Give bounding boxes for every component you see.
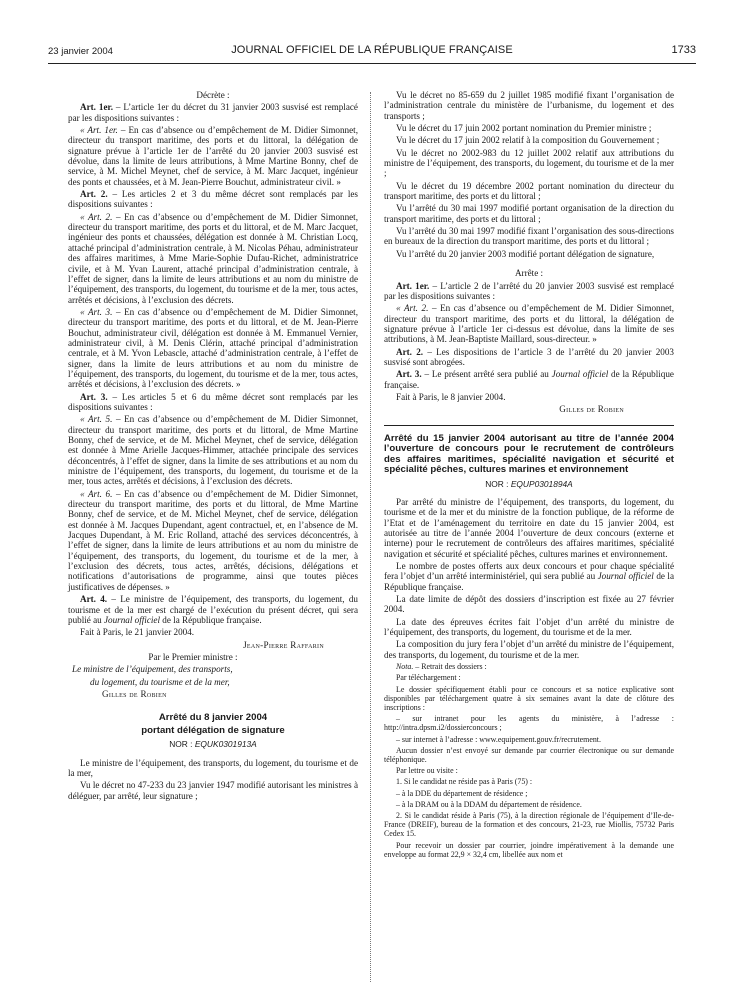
article-text: – En cas d’absence ou d’empêchement de M. Didier Simonnet, directeur du transport maritime, des ports et du littoral, la délégation de signature prévue à l’article 1er ci-dessus est dévolue, dans la limite de ses attributions, à M. Jean-Baptiste Maillard, sous-directeur. » [384,303,674,345]
article-label: « Art. 3. [80,306,113,317]
article-2 [68,189,358,210]
aucun-dossier: Aucun dossier n’est envoyé sur demande par courrier électronique ou sur demande téléphonique. [384,745,674,764]
paragraph-text: Le nombre de postes offerts aux deux concours et pour chaque spécialité fera l’objet d’un arrêté interministériel, qui sera publié au [384,561,674,582]
internet-item: – sur internet à l’adresse : www.equipement.gouv.fr/recrutement. [396,734,601,744]
page-header [48,44,696,60]
article-text: – Les dispositions de l’article 3 de l’arrêté du 20 janvier 2003 susvisé sont abrogées. [384,346,674,367]
quoted-article-1 [68,125,358,187]
par-arrete-paragraph: Par arrêté du ministre de l’équipement, des transports, du logement, du tourisme et de la mer et du ministre de la fonction publique, de la réforme de l’Etat et de l’aménagement du territoire en date du 15 janvier 2004, est autorisée au titre de l’année 2004 l’ouverture de deux concours (externe et interne) pour le recrutement de contrôleurs des affaires maritimes, spécialité navigation et sécurité et spécialité pêches, cultures marines et environnement. [384,496,674,559]
ministre-line-1: Le ministre de l’équipement, des transports, [72,664,233,675]
list-item: – à la DRAM ou à la DDAM du département de résidence. [396,799,582,809]
article-text: – En cas d’absence ou d’empêchement de M. Didier Simonnet, directeur du transport maritime, des ports et du littoral, la délégation de signature prévue à l’article 1er de l’arrêté du 20 janvier 2003 susvisé est dévolue, dans la limite de leurs attributions, à Mme Martine Bonny, chef de service, à M. Michel Meynet, chef de service, à M. Marc Jacquet, ingénieur des ponts et chaussées, et à M. Jean-Pierre Bouchut, administrateur civil. » [68,125,358,187]
quoted-article-2 [384,303,674,344]
article-label: « Art. 5. [80,414,113,425]
arrete-concours-title: Arrêté du 15 janvier 2004 autorisant au titre de l’année 2004 l’ouverture de concours pour le recrutement de contrôleurs des affaires maritimes, spécialité navigation et sécurité et spécialité pêches, cultures marines et environnement [384,432,674,476]
vu-clause: Vu le décret du 17 juin 2002 portant nomination du Premier ministre ; [396,123,652,134]
quoted-article-3 [68,307,358,390]
article-label: « Art. 2. [396,303,429,314]
arrete-title-line-1: Arrêté du 8 janvier 2004 [158,712,268,724]
journal-ref: Journal officiel [597,571,654,582]
vu-clause: Vu le décret du 17 juin 2002 relatif à la composition du Gouvernement ; [396,135,660,146]
journal-ref: Journal officiel [103,614,160,625]
par-lettre: Par lettre ou visite : [396,766,458,776]
quoted-article-6 [68,489,358,592]
date-limite-paragraph: La date limite de dépôt des dossiers d’inscription est fixée au 27 février 2004. [384,594,674,615]
header-date: 23 janvier 2004 [48,46,113,57]
article-label: « Art. 6. [80,488,113,499]
date-epreuves-paragraph: La date des épreuves écrites fait l’objet d’un arrêté du ministre de l’équipement, des transports, du logement, du tourisme et de la mer. [384,616,674,638]
nor-code: EQUK0301913A [194,739,257,750]
right-column [384,90,674,861]
article-label: Art. 1er. [80,102,113,113]
article-text: – Les articles 2 et 3 du même décret sont remplacés par les dispositions suivantes : [68,189,358,210]
composition-jury-paragraph: La composition du jury fera l’objet d’un arrêté du ministre de l’équipement, des transports, du logement, du tourisme et de la mer. [384,639,674,660]
nota-section [384,662,674,859]
article-4 [68,594,358,625]
vu-clause: Vu le décret du 19 décembre 2002 portant nomination du directeur du transport maritime, des ports et du littoral ; [384,180,674,202]
arrete-title-line-2: portant délégation de signature [141,724,285,736]
fait-a-paris: Fait à Paris, le 8 janvier 2004. [396,391,506,402]
par-telechargement: Par téléchargement : [396,673,461,683]
decrete-heading: Décrète : [196,90,230,100]
column-divider [370,92,371,982]
article-label: « Art. 1er. [80,125,118,136]
article-text: – L’article 2 de l’arrêté du 20 janvier 2003 susvisé est remplacé par les dispositions suivantes : [384,280,674,301]
pour-recevoir: Pour recevoir un dossier par courrier, joindre impérativement à la demande une enveloppe au format 22,9 × 32,4 cm, libellée aux nom et [384,840,674,859]
vu-clause: Vu l’arrêté du 20 janvier 2003 modifié portant délégation de signature, [396,248,655,259]
article-label: Art. 3. [396,369,422,380]
par-premier-ministre: Par le Premier ministre : [148,651,238,662]
vu-clause: Vu le décret no 85-659 du 2 juillet 1985 modifié fixant l’organisation de l’administration centrale du ministère de l’urbanisme, du logement et des transports ; [384,90,674,121]
list-item: 2. Si le candidat réside à Paris (75), à la direction régionale de l’équipement d’Ile-de-France (DREIF), bureau de la formation et des concours, 21-23, rue Miollis, 75732 Paris Cedex 15. [384,810,674,839]
article-text: – En cas d’absence ou d’empêchement de M. Didier Simonnet, directeur du transport maritime, des ports et du littoral, et de M. Marc Jacquet, ingénieur des ponts et chaussées, délégation est donnée à M. Christian Locq, attaché principal d’administration centrale, à M. Nicolas Péhau, administrateur des affaires maritimes, à Mme Marie-Sophie Dufau-Richet, administratrice civile, et à M. Yvan Laurent, attaché principal d’administration centrale, à l’effet de signer, dans la limite de leurs attributions et au nom du ministre de l’équipement, des transports, du logement, du tourisme et de la mer, tous actes, arrêtés et décisions, à l’exclusion des décrets. [68,211,358,305]
dossier-paragraph: Le dossier spécifiquement établi pour ce concours et sa notice explicative sont disponibles par téléchargement quatre à six semaines avant la date de clôture des inscriptions : [384,684,674,712]
intranet-item: – sur intranet pour les agents du ministère, à l’adresse : http://intra.dpsm.i2/dossierconcours ; [384,714,674,733]
article-text: – En cas d’absence ou d’empêchement de M. Didier Simonnet, directeur du transport maritime, des ports et du littoral, de Mme Martine Bonny, chef de service, et de M. Michel Meynet, chef de service, délégation est donnée à M. Jacques Dupendant, agent contractuel, et, en l’absence de M. Jacques Dupendant, à M. Eric Rolland, attaché des services déconcentrés, à l’effet de signer, dans la limite de leurs attributions et au nom du ministre de l’équipement, des transports, du logement, du tourisme et de la mer, à l’exclusion des décrets, tous actes, arrêtés, décisions, délégations et notifications d’autorisations de programme, ainsi que toutes pièces justificatives de dépenses. » [68,488,358,592]
section-divider [384,425,674,426]
quoted-article-2 [68,212,358,305]
ministre-line-2: du logement, du tourisme et de la mer, [90,676,230,687]
quoted-article-5 [68,414,358,486]
nota-label: Nota. [396,662,414,672]
signature-raffarin: Jean-Pierre Raffarin [243,639,324,650]
article-text: – En cas d’absence ou d’empêchement de M. Didier Simonnet, directeur du transport maritime, des ports et du littoral, et de M. Jean-Pierre Bouchut, administrateur civil, délégation est donnée à M. Emmanuel Vernier, administrateur civil, à M. Denis Clérin, attaché principal d’administration centrale, et à M. Yvon Lebascle, attaché d’administration centrale, à l’effet de signer, dans la limite de leurs attributions et au nom du ministre de l’équipement, des transports, du logement, du tourisme et de la mer, tous actes, arrêtés et décisions, à l’exclusion des décrets. » [68,306,358,390]
vu-clause: Vu l’arrêté du 30 mai 1997 modifié portant organisation de la direction du transport maritime, des ports et du littoral ; [384,203,674,224]
vu-clause: Vu l’arrêté du 30 mai 1997 modifié fixant l’organisation des sous-directions en bureaux de la direction du transport maritime, des ports et du littoral ; [384,226,674,247]
article-3 [68,392,358,413]
article-label: Art. 1er. [396,280,430,291]
article-text: – L’article 1er du décret du 31 janvier 2003 susvisé est remplacé par les dispositions suivantes : [68,102,358,123]
article-text: de la République française. [384,369,674,390]
left-column [68,90,358,803]
article-3 [384,369,674,390]
nor-label: NOR : [169,739,195,750]
article-label: Art. 2. [80,189,108,200]
nota-text: – Retrait des dossiers : [413,662,487,672]
article-text: – Le ministre de l’équipement, des transports, du logement, du tourisme et de la mer est chargé de l’exécution du présent décret, qui sera publié au [68,594,358,625]
intro-ministre: Le ministre de l’équipement, des transports, du logement, du tourisme et de la mer, [68,757,358,778]
nota-heading [384,662,674,671]
nor-code: EQUP0301894A [510,478,573,489]
list-item: 1. Si le candidat ne réside pas à Paris (75) : [396,777,533,787]
nombre-postes-paragraph [384,561,674,592]
nor-reference [384,479,674,489]
vu-clause: Vu le décret no 2002-983 du 12 juillet 2002 relatif aux attributions du ministre de l’équipement, des transports, du logement, du tourisme et de la mer ; [384,147,674,179]
list-item: – à la DDE du département de résidence ; [396,788,528,798]
article-text: – En cas d’absence ou d’empêchement de M. Didier Simonnet, directeur du transport maritime, des ports et du littoral, de Mme Martine Bonny, chef de service, et de M. Michel Meynet, chef de service, délégation est donnée à Mme Arielle Jacques-Himmer, attachée principale des services déconcentrés, à l’effet de signer, dans la limite de ses attributions et au nom du ministre de l’équipement, des transports, du logement, du tourisme et de la mer, tous actes, arrêtés et décisions, à l’exclusion des décrets. [68,414,358,487]
article-2 [384,347,674,368]
nor-reference [68,739,358,749]
article-1 [68,102,358,123]
journal-ref: Journal officiel [551,369,609,380]
article-text: de la République française. [160,614,262,625]
paragraph-text: de la République française. [384,571,675,592]
signature-robien: Gilles de Robien [102,688,167,699]
article-text: – Le présent arrêté sera publié au [421,369,552,380]
header-rule [48,63,696,64]
signature-robien: Gilles de Robien [559,404,624,415]
article-text: – Les articles 5 et 6 du même décret sont remplacés par les dispositions suivantes : [68,391,358,412]
article-1 [384,281,674,302]
nor-label: NOR : [485,478,511,489]
article-label: « Art. 2. [80,211,113,222]
arrete-heading: Arrête : [514,268,544,279]
article-label: Art. 3. [80,391,108,402]
vu-decret-1947: Vu le décret no 47-233 du 23 janvier 1947 modifié autorisant les ministres à déléguer, par arrêté, leur signature ; [68,780,358,801]
article-label: Art. 2. [396,346,424,357]
journal-title: JOURNAL OFFICIEL DE LA RÉPUBLIQUE FRANÇAISE [231,44,513,56]
article-label: Art. 4. [80,594,108,605]
fait-a-paris: Fait à Paris, le 21 janvier 2004. [80,627,195,638]
page-number: 1733 [671,44,696,56]
